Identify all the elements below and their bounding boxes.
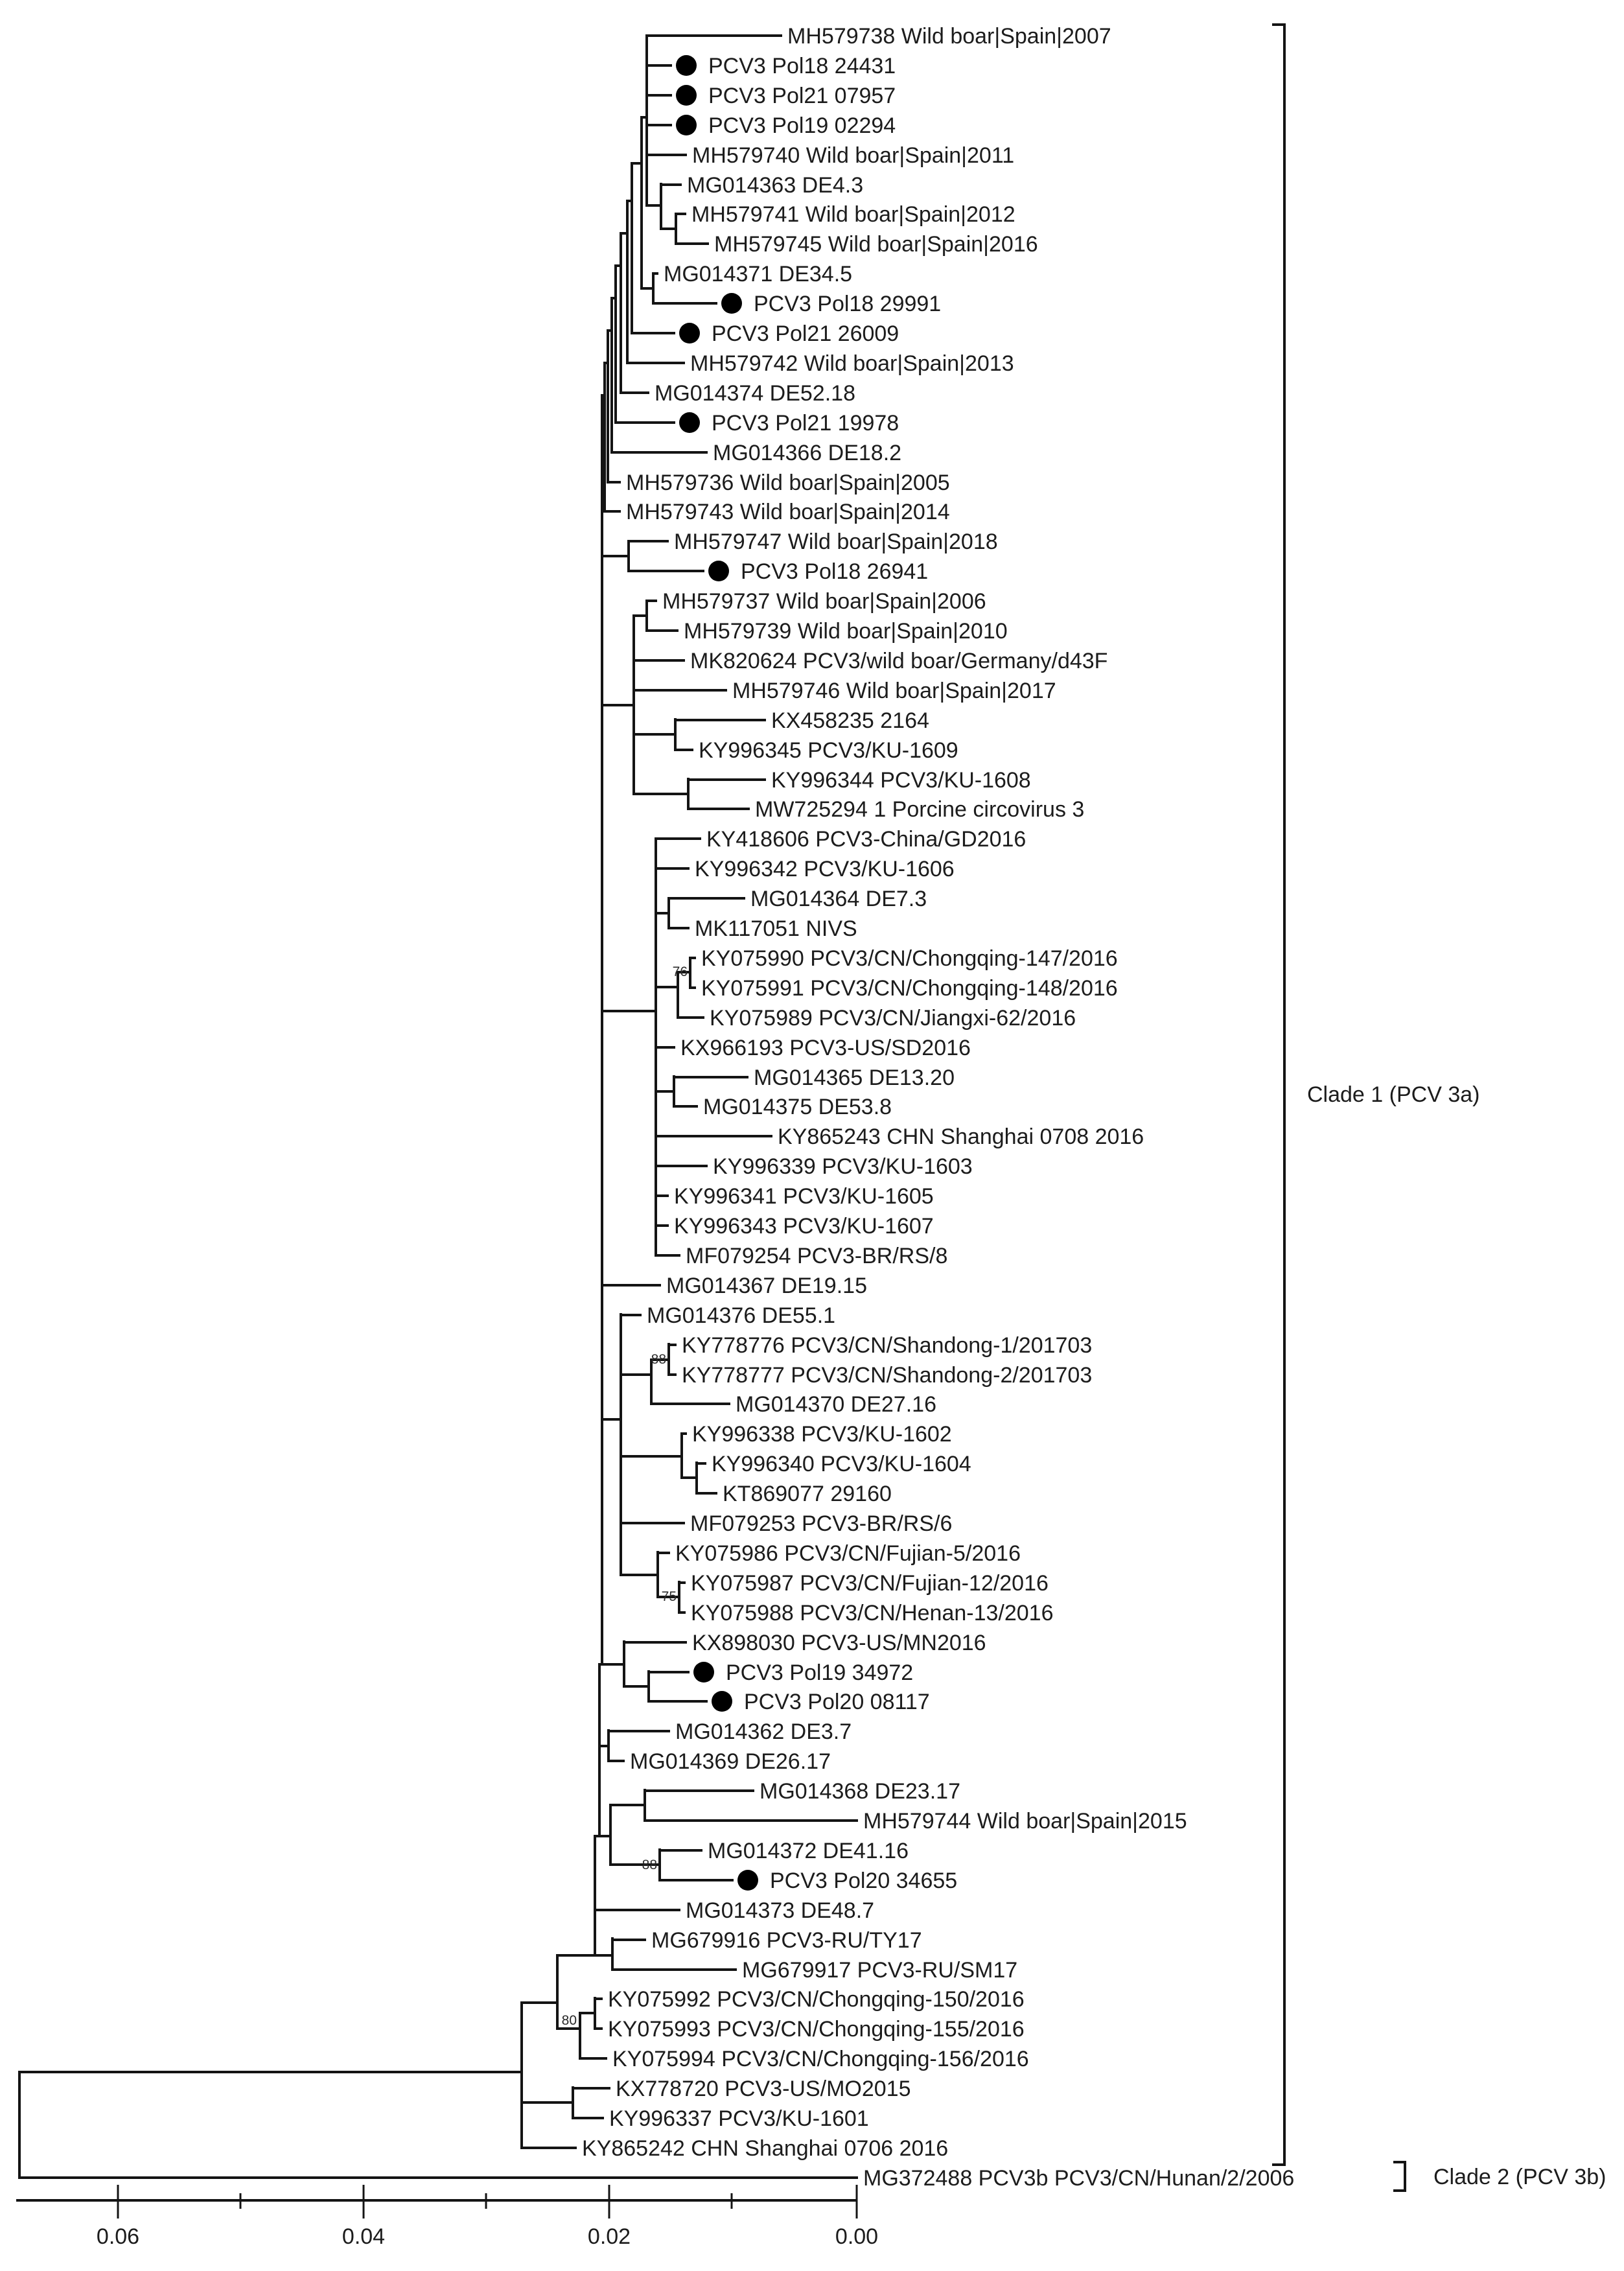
bootstrap-value: 76: [672, 964, 688, 979]
taxon-label: KY865242 CHN Shanghai 0706 2016: [582, 2136, 949, 2161]
taxon-label: MH579740 Wild boar|Spain|2011: [692, 143, 1015, 168]
scale-tick-label: 0.00: [835, 2224, 879, 2249]
filled-circle-marker: [712, 1691, 732, 1712]
taxon-label: MG014374 DE52.18: [655, 381, 855, 406]
taxon-label: KY075988 PCV3/CN/Henan-13/2016: [691, 1601, 1054, 1625]
filled-circle-marker: [679, 323, 700, 344]
scale-bar: [16, 2185, 878, 2249]
bootstrap-value: 80: [561, 2013, 577, 2028]
taxon-label: KX966193 PCV3-US/SD2016: [680, 1036, 971, 1060]
taxon-label: KY996345 PCV3/KU-1609: [699, 738, 958, 763]
taxon-label: KY075994 PCV3/CN/Chongqing-156/2016: [612, 2047, 1029, 2071]
taxon-label: MF079253 PCV3-BR/RS/6: [690, 1511, 953, 1536]
taxon-label: KY075990 PCV3/CN/Chongqing-147/2016: [701, 946, 1118, 971]
bootstrap-value: 88: [642, 1858, 657, 1872]
taxon-label: PCV3 Pol20 34655: [770, 1869, 958, 1893]
taxon-label: PCV3 Pol21 19978: [712, 411, 899, 436]
taxon-label: MH579741 Wild boar|Spain|2012: [691, 202, 1015, 227]
taxon-label: MG014363 DE4.3: [687, 173, 864, 198]
taxon-label: KY996337 PCV3/KU-1601: [609, 2106, 869, 2131]
taxon-label: KX778720 PCV3-US/MO2015: [616, 2077, 911, 2101]
taxon-label: MG014375 DE53.8: [703, 1095, 892, 1119]
taxon-label: MG014364 DE7.3: [750, 887, 927, 911]
filled-circle-marker: [737, 1870, 758, 1891]
taxon-label: MG014371 DE34.5: [664, 262, 853, 286]
taxon-label: MH579744 Wild boar|Spain|2015: [863, 1809, 1187, 1834]
taxon-label: PCV3 Pol18 29991: [754, 292, 942, 316]
clade-brackets: [1272, 25, 1606, 2191]
clade-1-label: Clade 1 (PCV 3a): [1307, 1082, 1480, 1107]
clade-2-bracket: [1393, 2162, 1405, 2191]
filled-circle-marker: [676, 85, 697, 106]
taxon-label: MG014365 DE13.20: [754, 1066, 955, 1090]
taxon-label: KY996340 PCV3/KU-1604: [712, 1452, 971, 1476]
taxon-label: MG014369 DE26.17: [630, 1749, 831, 1774]
taxon-label: KY996338 PCV3/KU-1602: [692, 1422, 952, 1447]
taxon-label: KY996343 PCV3/KU-1607: [674, 1214, 934, 1239]
scale-tick-label: 0.06: [96, 2224, 140, 2249]
taxon-label: MG679916 PCV3-RU/TY17: [651, 1928, 922, 1953]
filled-circle-marker: [679, 412, 700, 433]
taxon-label: KY996344 PCV3/KU-1608: [771, 768, 1031, 793]
taxon-label: KY996342 PCV3/KU-1606: [695, 857, 955, 881]
taxon-label: MK117051 NIVS: [695, 916, 857, 941]
taxon-label: MG014368 DE23.17: [760, 1779, 960, 1804]
scale-tick-label: 0.04: [342, 2224, 386, 2249]
taxon-label: PCV3 Pol18 24431: [708, 54, 896, 78]
taxon-label: MG372488 PCV3b PCV3/CN/Hunan/2/2006: [863, 2166, 1295, 2191]
taxon-label: MK820624 PCV3/wild boar/Germany/d43F: [690, 649, 1108, 673]
filled-circle-marker: [721, 293, 742, 314]
taxon-label: KY075986 PCV3/CN/Fujian-5/2016: [675, 1541, 1021, 1566]
taxon-label: PCV3 Pol21 07957: [708, 84, 896, 108]
taxon-label: KY075989 PCV3/CN/Jiangxi-62/2016: [710, 1006, 1076, 1031]
taxon-label: KT869077 29160: [723, 1482, 892, 1506]
taxon-label: KY778777 PCV3/CN/Shandong-2/201703: [682, 1363, 1093, 1388]
taxon-label: MG014367 DE19.15: [666, 1274, 867, 1298]
taxon-label: MH579742 Wild boar|Spain|2013: [690, 351, 1014, 376]
taxon-label: MH579738 Wild boar|Spain|2007: [787, 24, 1111, 49]
taxon-label: MH579747 Wild boar|Spain|2018: [674, 530, 998, 554]
taxon-label: KY996339 PCV3/KU-1603: [713, 1154, 973, 1179]
filled-circle-marker: [693, 1662, 714, 1683]
clade-2-label: Clade 2 (PCV 3b): [1433, 2165, 1607, 2189]
taxon-label: MG679917 PCV3-RU/SM17: [742, 1958, 1018, 1983]
taxon-label: MW725294 1 Porcine circovirus 3: [755, 797, 1085, 822]
taxon-label: KY075992 PCV3/CN/Chongqing-150/2016: [608, 1987, 1025, 2012]
taxon-label: PCV3 Pol21 26009: [712, 321, 899, 346]
taxon-label: MH579737 Wild boar|Spain|2006: [662, 589, 986, 614]
taxon-label: MG014376 DE55.1: [647, 1303, 836, 1328]
taxon-label: KY075991 PCV3/CN/Chongqing-148/2016: [701, 976, 1118, 1001]
taxon-label: PCV3 Pol18 26941: [741, 559, 929, 584]
taxon-label: PCV3 Pol19 02294: [708, 113, 896, 138]
taxon-label: KY075993 PCV3/CN/Chongqing-155/2016: [608, 2017, 1025, 2042]
taxon-label: KY778776 PCV3/CN/Shandong-1/201703: [682, 1333, 1093, 1358]
taxon-label: PCV3 Pol20 08117: [744, 1690, 930, 1714]
taxon-label: KX458235 2164: [771, 708, 929, 733]
taxon-label: MH579739 Wild boar|Spain|2010: [684, 619, 1008, 644]
taxon-label: PCV3 Pol19 34972: [726, 1660, 914, 1685]
filled-circle-marker: [676, 115, 697, 135]
filled-circle-marker: [676, 55, 697, 76]
taxon-label: KY996341 PCV3/KU-1605: [674, 1184, 934, 1209]
taxon-label: MG014373 DE48.7: [686, 1898, 875, 1923]
clade-1-bracket: [1272, 25, 1284, 2165]
taxon-label: MG014372 DE41.16: [708, 1839, 909, 1863]
filled-circle-marker: [708, 561, 729, 581]
taxon-label: KY075987 PCV3/CN/Fujian-12/2016: [691, 1571, 1049, 1596]
bootstrap-value: 88: [651, 1352, 666, 1367]
taxon-label: MG014366 DE18.2: [713, 441, 902, 465]
scale-tick-label: 0.02: [587, 2224, 631, 2249]
taxon-label: MF079254 PCV3-BR/RS/8: [686, 1244, 948, 1268]
taxon-label: MH579746 Wild boar|Spain|2017: [732, 679, 1056, 703]
taxon-label: MG014370 DE27.16: [736, 1392, 936, 1417]
taxon-label: KY865243 CHN Shanghai 0708 2016: [778, 1124, 1144, 1149]
taxon-label: MH579745 Wild boar|Spain|2016: [714, 232, 1038, 257]
taxon-label: MG014362 DE3.7: [675, 1719, 852, 1744]
taxon-label: MH579736 Wild boar|Spain|2005: [626, 471, 950, 495]
taxon-label: KX898030 PCV3-US/MN2016: [692, 1631, 986, 1655]
taxon-label: KY418606 PCV3-China/GD2016: [706, 827, 1027, 852]
bootstrap-values: [562, 964, 688, 2028]
bootstrap-value: 75: [661, 1589, 677, 1604]
taxon-label: MH579743 Wild boar|Spain|2014: [626, 500, 950, 524]
